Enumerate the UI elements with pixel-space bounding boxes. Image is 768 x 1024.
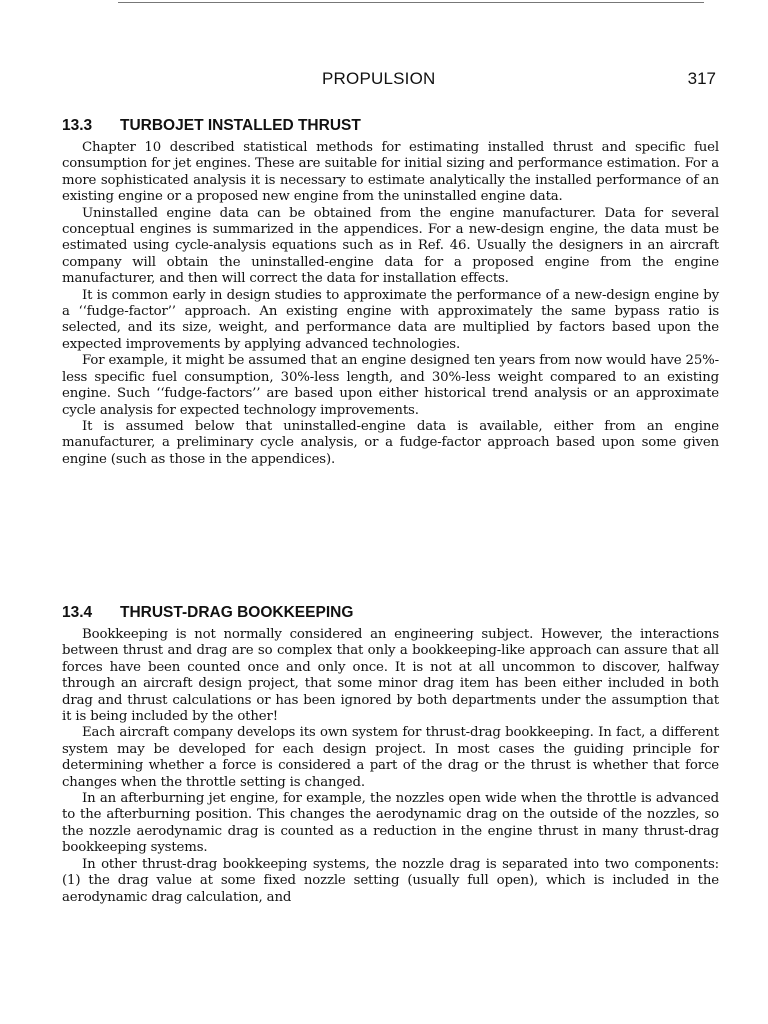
paragraph: Uninstalled engine data can be obtained from the engine manufacturer. Data for several conceptual engines is summarized in the appendices. For a new-design engine, the data must be estimated using cycle-analysis equations such as in Ref. 46. Usually the designers in an aircraft company will obtain the uninstalled-engine data for a proposed engine from the engine manufacturer, and then will correct the data for installation effects.	[62, 205, 719, 287]
section-13-3	[62, 117, 719, 468]
page-header	[62, 69, 716, 93]
paragraph: It is assumed below that uninstalled-engine data is available, either from an engine manufacturer, a preliminary cycle analysis, or a fudge-factor approach based upon some given engine (such as those in the appendices).	[62, 418, 719, 467]
section-13-4	[62, 604, 719, 906]
paragraph: Each aircraft company develops its own system for thrust-drag bookkeeping. In fact, a different system may be developed for each design project. In most cases the guiding principle for determining whether a force is considered a part of the drag or the thrust is whether that force changes when the throttle setting is changed.	[62, 725, 719, 790]
paragraph: In an afterburning jet engine, for example, the nozzles open wide when the throttle is advanced to the afterburning position. This changes the aerodynamic drag on the outside of the nozzles, so the nozzle aerodynamic drag is counted as a reduction in the engine thrust in many thrust-drag bookkeeping systems.	[62, 791, 719, 856]
section-heading	[62, 117, 719, 137]
page-number: 317	[687, 69, 716, 88]
section-title: TURBOJET INSTALLED THRUST	[120, 117, 361, 134]
paragraph: Chapter 10 described statistical methods for estimating installed thrust and specific fuel consumption for jet engines. These are suitable for initial sizing and performance estimation. For a more sophisticated analysis it is necessary to estimate analytically the installed performance of an existing engine or a proposed new engine from the uninstalled engine data.	[62, 140, 719, 205]
top-rule	[118, 2, 704, 3]
paragraph: Bookkeeping is not normally considered an engineering subject. However, the interactions between thrust and drag are so complex that only a bookkeeping-like approach can assure that all forces have been counted once and only once. It is not at all uncommon to discover, halfway through an aircraft design project, that some minor drag item has been either included in both drag and thrust calculations or has been ignored by both departments under the assumption that it is being included by the other!	[62, 627, 719, 725]
paragraph: It is common early in design studies to approximate the performance of a new-design engine by a ‘‘fudge-factor’’ approach. An existing engine with approximately the same bypass ratio is selected, and its size, weight, and performance data are multiplied by factors based upon the expected improvements by applying advanced technologies.	[62, 287, 719, 352]
section-number: 13.4	[62, 604, 93, 621]
paragraph: For example, it might be assumed that an engine designed ten years from now would have 25%-less specific fuel consumption, 30%-less length, and 30%-less weight compared to an existing engine. Such ‘‘fudge-factors’’ are based upon either historical trend analysis or an approximate cycle analysis for expected technology improvements.	[62, 353, 719, 418]
section-heading	[62, 604, 719, 624]
section-number: 13.3	[62, 117, 93, 134]
section-title: THRUST-DRAG BOOKKEEPING	[120, 604, 354, 621]
running-title: PROPULSION	[322, 69, 436, 88]
paragraph: In other thrust-drag bookkeeping systems, the nozzle drag is separated into two components: (1) the drag value at some fixed nozzle setting (usually full open), which is included in the aerodynamic drag calculation, and	[62, 856, 719, 905]
